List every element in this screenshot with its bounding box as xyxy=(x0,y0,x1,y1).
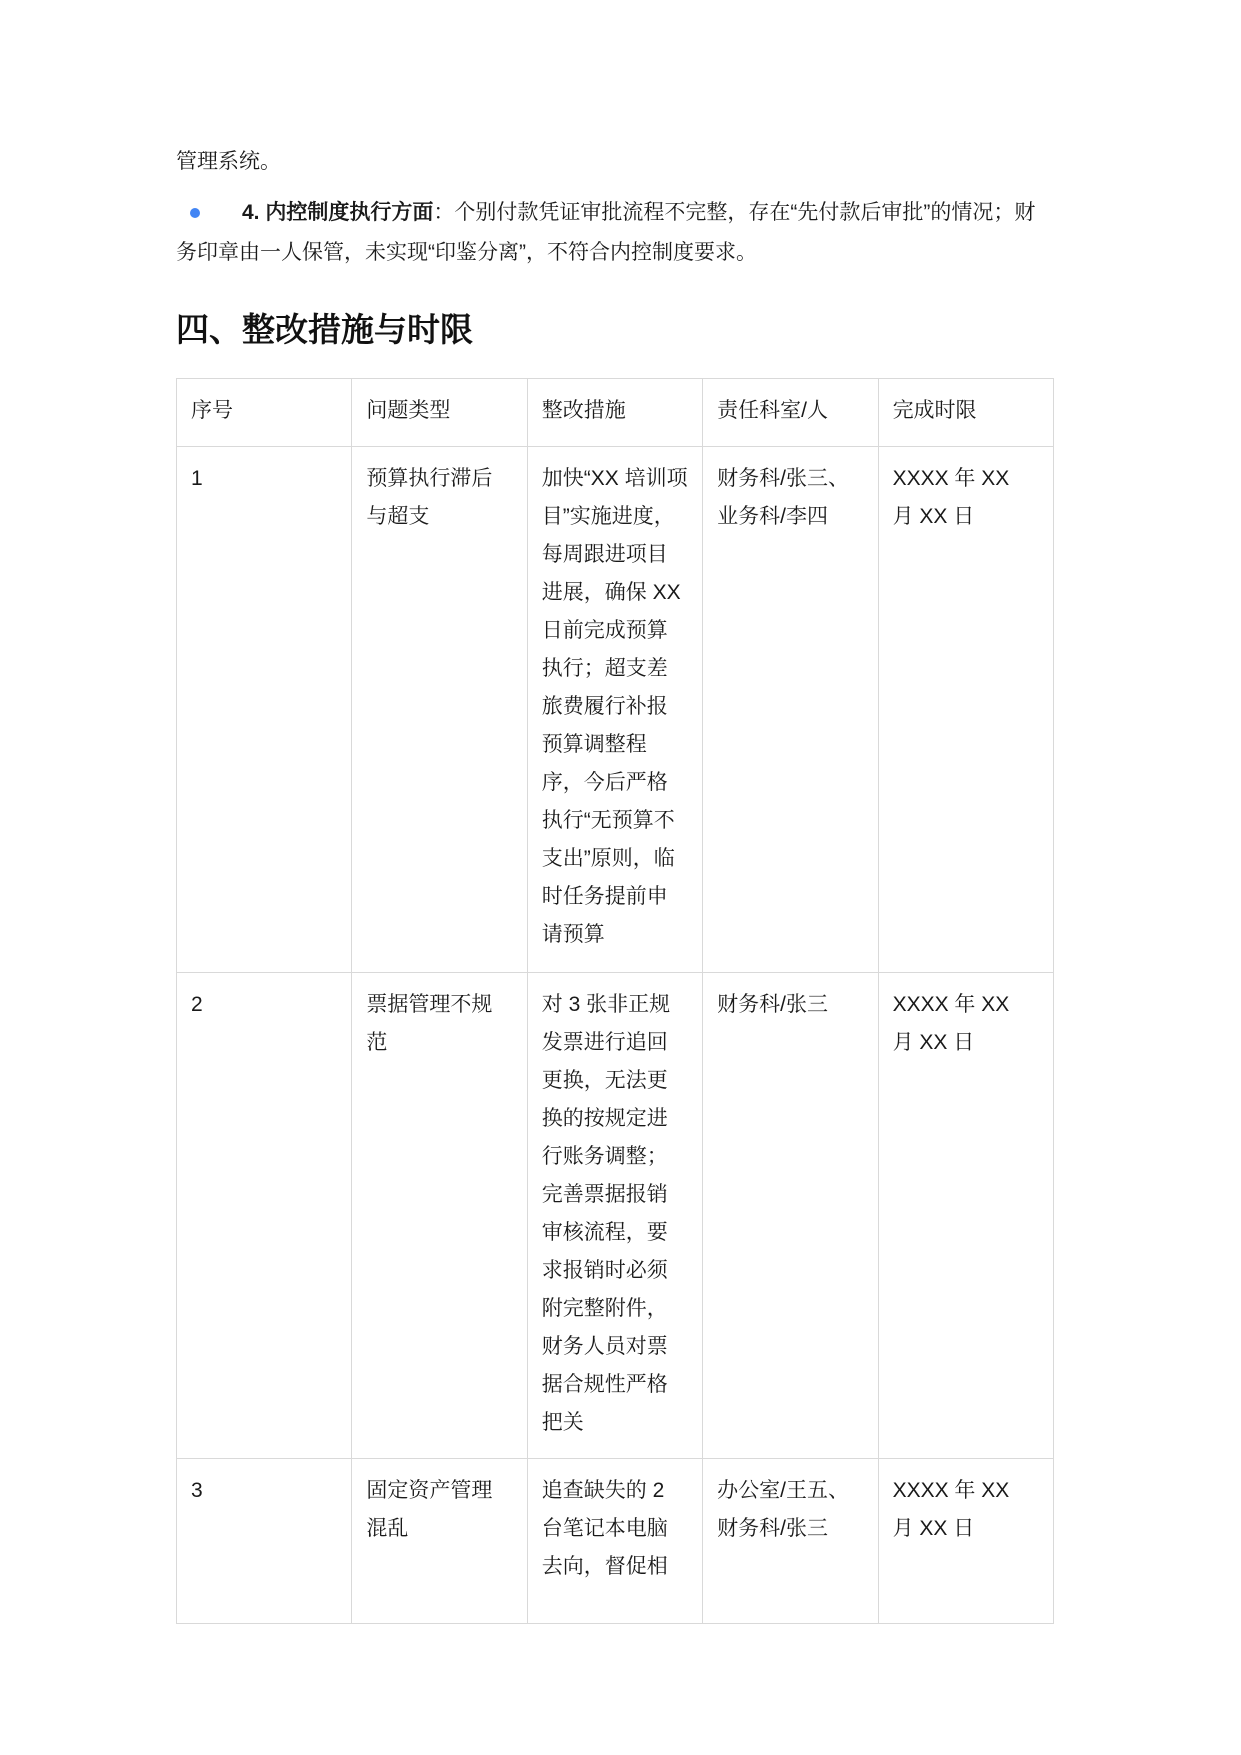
cell-index: 1 xyxy=(177,447,352,973)
table-header-row xyxy=(177,379,1054,447)
section-heading: 四、整改措施与时限 xyxy=(176,311,473,348)
rectification-table xyxy=(176,378,1054,1624)
cell-owner: 财务科/张三 xyxy=(703,973,878,1459)
cell-deadline: XXXX 年 XX 月 XX 日 xyxy=(878,447,1053,973)
column-header-deadline: 完成时限 xyxy=(878,379,1053,447)
paragraph-tail: 管理系统。 xyxy=(176,150,281,173)
bullet-item-lead: 4. 内控制度执行方面 xyxy=(242,201,434,224)
column-header-measures: 整改措施 xyxy=(527,379,702,447)
cell-owner: 财务科/张三、业务科/李四 xyxy=(703,447,878,973)
table-row xyxy=(177,447,1054,973)
cell-measures: 追查缺失的 2 台笔记本电脑去向，督促相 xyxy=(527,1459,702,1624)
bullet-icon xyxy=(190,208,200,218)
cell-measures: 对 3 张非正规发票进行追回更换，无法更换的按规定进行账务调整；完善票据报销审核流程，要求报销时必须附完整附件，财务人员对票据合规性严格把关 xyxy=(527,973,702,1459)
cell-deadline: XXXX 年 XX 月 XX 日 xyxy=(878,1459,1053,1624)
cell-issue-type: 预算执行滞后与超支 xyxy=(352,447,527,973)
cell-index: 3 xyxy=(177,1459,352,1624)
cell-deadline: XXXX 年 XX 月 XX 日 xyxy=(878,973,1053,1459)
table-row xyxy=(177,1459,1054,1624)
cell-issue-type: 固定资产管理混乱 xyxy=(352,1459,527,1624)
cell-owner: 办公室/王五、财务科/张三 xyxy=(703,1459,878,1624)
cell-measures: 加快“XX 培训项目”实施进度，每周跟进项目进展，确保 XX 日前完成预算执行；超支差旅费履行补报预算调整程序，今后严格执行“无预算不支出”原则，临时任务提前申请预算 xyxy=(527,447,702,973)
bullet-list-item xyxy=(176,193,1054,273)
cell-index: 2 xyxy=(177,973,352,1459)
bullet-item-text: ：个别付款凭证审批流程不完整，存在“先付款后审批”的情况；财务印章由一人保管，未实现“印鉴分离”，不符合内控制度要求。 xyxy=(176,201,1036,264)
column-header-owner: 责任科室/人 xyxy=(703,379,878,447)
cell-issue-type: 票据管理不规范 xyxy=(352,973,527,1459)
column-header-issue-type: 问题类型 xyxy=(352,379,527,447)
table-row xyxy=(177,973,1054,1459)
column-header-index: 序号 xyxy=(177,379,352,447)
